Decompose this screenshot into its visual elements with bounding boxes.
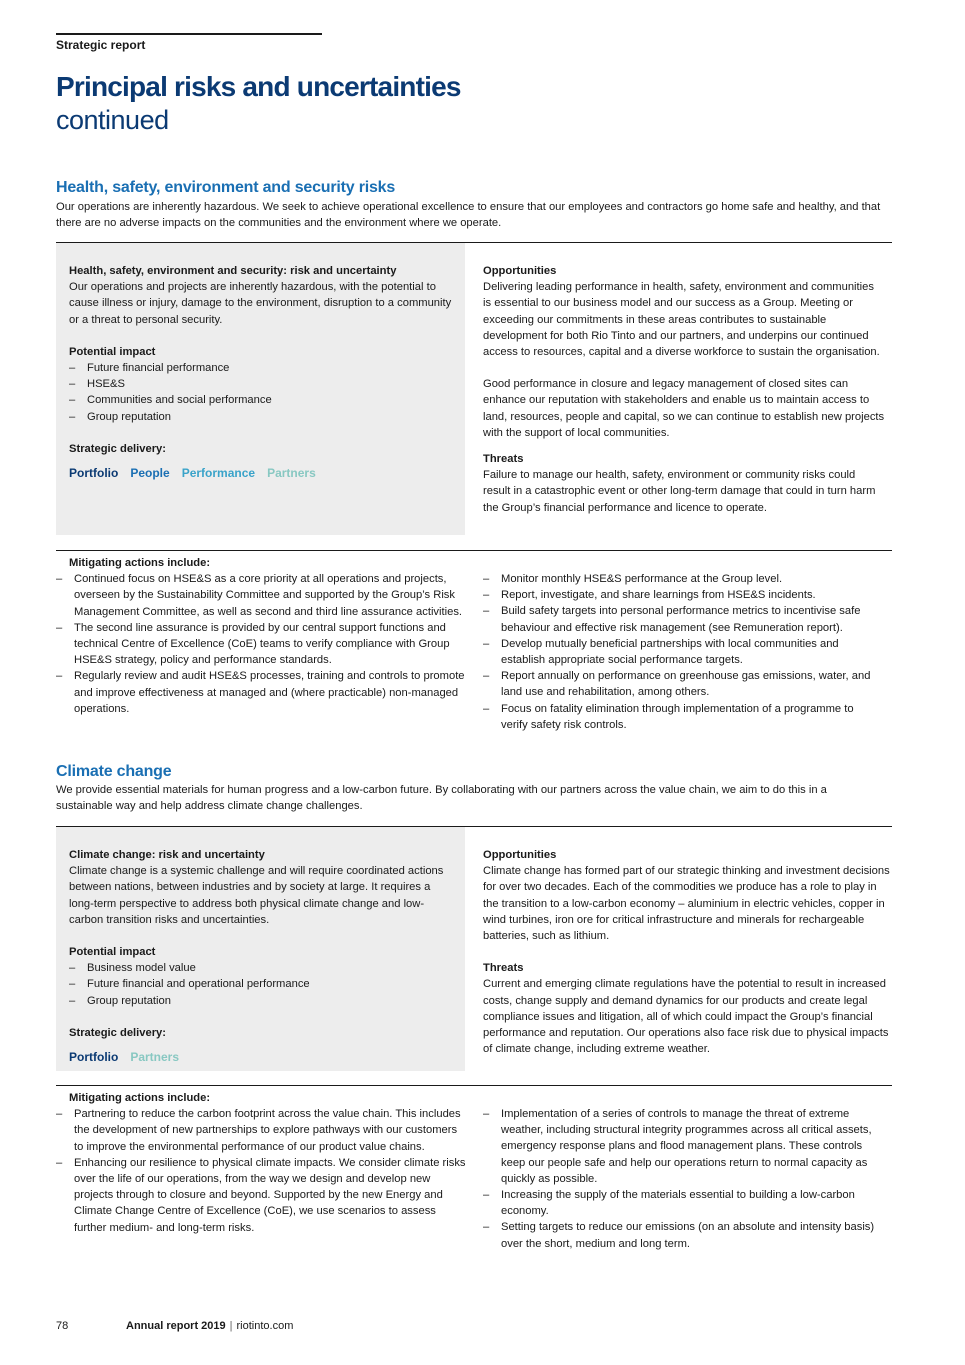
- hses-heading: Health, safety, environment and security risks: [56, 179, 396, 196]
- climate-threats-text: Current and emerging climate regulations have the potential to result in increased costs, change supply and demand dynamics for our products and create legal compliance issues and litigation, all of which could impact the Group’s financial performance and reputation. Our operations also face risk due to physical impacts of climate change, including extreme weather.: [483, 978, 889, 1056]
- hses-opp-heading: Opportunities: [483, 265, 557, 277]
- climate-mitigation-left: [69, 1090, 467, 1236]
- page-footer: [56, 1320, 293, 1332]
- hses-impact-list: [69, 360, 454, 425]
- hses-mitigation-left: [69, 555, 467, 717]
- page-number: 78: [56, 1320, 69, 1332]
- climate-opportunity-column: [483, 847, 893, 1057]
- list-item: – Group reputation: [69, 993, 454, 1009]
- pillar-performance: Performance: [181, 466, 256, 481]
- list-item: – Business model value: [69, 960, 454, 976]
- list-item: – Regularly review and audit HSE&S processes, training and controls to promote and improve effectiveness at managed and (where practicable) non-managed operations.: [56, 668, 467, 717]
- list-item: – Implementation of a series of controls to manage the threat of extreme weather, including structural integrity programmes across all critical assets, emergency response plans and flood management plans. These controls keep our people safe and help our operations return to normal capacity as quickly as possible.: [483, 1106, 883, 1187]
- hses-threats-text: Failure to manage our health, safety, environment or community risks could result in a catastrophic event or other long-term damage that could in turn harm the Group’s financial performance and licence to operate.: [483, 469, 876, 514]
- climate-pillars: [69, 1049, 454, 1065]
- hses-mit-left-list: [56, 571, 467, 717]
- climate-mit-heading: Mitigating actions include:: [69, 1092, 211, 1104]
- climate-heading: Climate change: [56, 763, 172, 780]
- list-item: – HSE&S: [69, 376, 454, 392]
- list-item: – Focus on fatality elimination through implementation of a programme to verify safety risk controls.: [483, 701, 883, 733]
- pillar-people: People: [130, 466, 170, 481]
- climate-mid-rule: [56, 1085, 892, 1086]
- climate-intro: We provide essential materials for human progress and a low-carbon future. By collaborating with our partners across the value chain, we aim to do this in a sustainable way and help address climate change challenges.: [56, 784, 827, 812]
- list-item: – Develop mutually beneficial partnerships with local communities and establish appropriate social performance targets.: [483, 636, 883, 668]
- climate-risk-heading: Climate change: risk and uncertainty: [69, 849, 265, 861]
- climate-risk-text: Climate change is a systemic challenge and will require coordinated actions between nations, between industries and by society at large. It requires a long-term perspective to address both physical climate change and low-carbon transition risks and uncertainties.: [69, 865, 444, 926]
- list-item: – Continued focus on HSE&S as a core priority at all operations and projects, overseen by the Sustainability Committee and supported by the Group’s Risk Management Committee, as well as second and third line assurance activities.: [56, 571, 467, 620]
- hses-mit-right-list: [483, 571, 883, 733]
- list-item: – Increasing the supply of the materials essential to building a low-carbon economy.: [483, 1187, 883, 1219]
- hses-opportunity-column: [483, 263, 885, 516]
- hses-threats-heading: Threats: [483, 453, 524, 466]
- pillar-portfolio: Portfolio: [69, 466, 119, 481]
- climate-opp-heading: Opportunities: [483, 849, 557, 861]
- page-title: Principal risks and uncertainties: [56, 71, 461, 102]
- list-item: – Monitor monthly HSE&S performance at the Group level.: [483, 571, 883, 587]
- hses-impact-heading: Potential impact: [69, 345, 156, 358]
- hses-delivery-heading: Strategic delivery:: [69, 442, 167, 455]
- section-label: Strategic report: [56, 38, 146, 52]
- list-item: – Report, investigate, and share learnings from HSE&S incidents.: [483, 587, 883, 603]
- list-item: – Report annually on performance on greenhouse gas emissions, water, and land use and rehabilitation, among others.: [483, 668, 883, 700]
- climate-risk-column: [69, 847, 454, 1065]
- pillar-partners: Partners: [130, 1050, 180, 1065]
- hses-mid-rule: [56, 550, 892, 551]
- list-item: – The second line assurance is provided by our central support functions and technical Centre of Excellence (CoE) teams to verify compliance with Group HSE&S strategy, policy and performance standards.: [56, 620, 467, 669]
- hses-risk-column: [69, 263, 454, 481]
- list-item: – Future financial performance: [69, 360, 454, 376]
- hses-risk-heading: Health, safety, environment and security: risk and uncertainty: [69, 265, 397, 277]
- hses-mitigation-right: [483, 571, 883, 733]
- list-item: – Future financial and operational performance: [69, 976, 454, 992]
- top-rule: [56, 33, 322, 35]
- page-subtitle: continued: [56, 105, 169, 135]
- report-name: Annual report 2019: [126, 1320, 226, 1332]
- climate-opp-text: Climate change has formed part of our strategic thinking and investment decisions for over two decades. Each of the commodities we produce has a role to play in the transition to a low-carbon economy – aluminium in electric vehicles, copper in wind turbines, iron ore for critical infrastructure and minerals for rechargeable batteries, such as lithium.: [483, 865, 890, 943]
- hses-opp-text-1: Delivering leading performance in health, safety, environment and communities is essential to our business model and our success as a Group. Meeting or exceeding our commitments in these areas contributes to sustainable development for both Rio Tinto and our partners, and underpins our continued access to resources, capital and a diverse workforce to sustain the organisation.: [483, 281, 880, 359]
- footer-separator: |: [229, 1320, 233, 1332]
- site-link[interactable]: riotinto.com: [236, 1320, 294, 1332]
- list-item: – Communities and social performance: [69, 392, 454, 408]
- climate-mit-right-list: [483, 1106, 883, 1252]
- climate-mitigation-right: [483, 1106, 883, 1252]
- hses-intro: Our operations are inherently hazardous. We seek to achieve operational excellence to ensure that our employees and contractors go home safe and healthy, and that there are no adverse impacts on the communities and the environment where we operate.: [56, 201, 881, 229]
- list-item: – Group reputation: [69, 409, 454, 425]
- climate-mit-left-list: [56, 1106, 467, 1236]
- hses-opp-text-2: Good performance in closure and legacy management of closed sites can enhance our reputation with stakeholders and enable us to maintain access to land, resources, people and capital, so we can continue to establish new projects with the support of local communities.: [483, 378, 885, 439]
- hses-pillars: [69, 465, 454, 481]
- climate-threats-heading: Threats: [483, 962, 524, 975]
- list-item: – Enhancing our resilience to physical climate impacts. We consider climate risks over the life of our operations, from the way we design and develop new projects through to closure and beyond. Supported by the new Energy and Climate Change Centre of Excellence (CoE), we use scenarios to assess further medium- and long-term risks.: [56, 1155, 467, 1236]
- hses-mit-heading: Mitigating actions include:: [69, 557, 211, 569]
- climate-impact-heading: Potential impact: [69, 946, 156, 959]
- pillar-partners: Partners: [267, 466, 316, 481]
- list-item: – Setting targets to reduce our emissions (on an absolute and intensity basis) over the short, medium and long term.: [483, 1219, 883, 1251]
- list-item: – Build safety targets into personal performance metrics to incentivise safe behaviour and effective risk management (see Remuneration report).: [483, 603, 883, 635]
- climate-delivery-heading: Strategic delivery:: [69, 1026, 167, 1039]
- pillar-portfolio: Portfolio: [69, 1050, 119, 1065]
- climate-impact-list: [69, 960, 454, 1009]
- hses-risk-text: Our operations and projects are inherently hazardous, with the potential to cause illness or injury, damage to the environment, disruption to a community or a threat to personal security.: [69, 281, 452, 326]
- list-item: – Partnering to reduce the carbon footprint across the value chain. This includes the development of new partnerships to explore pathways with our customers to improve the environmental performance of our product value chains.: [56, 1106, 467, 1155]
